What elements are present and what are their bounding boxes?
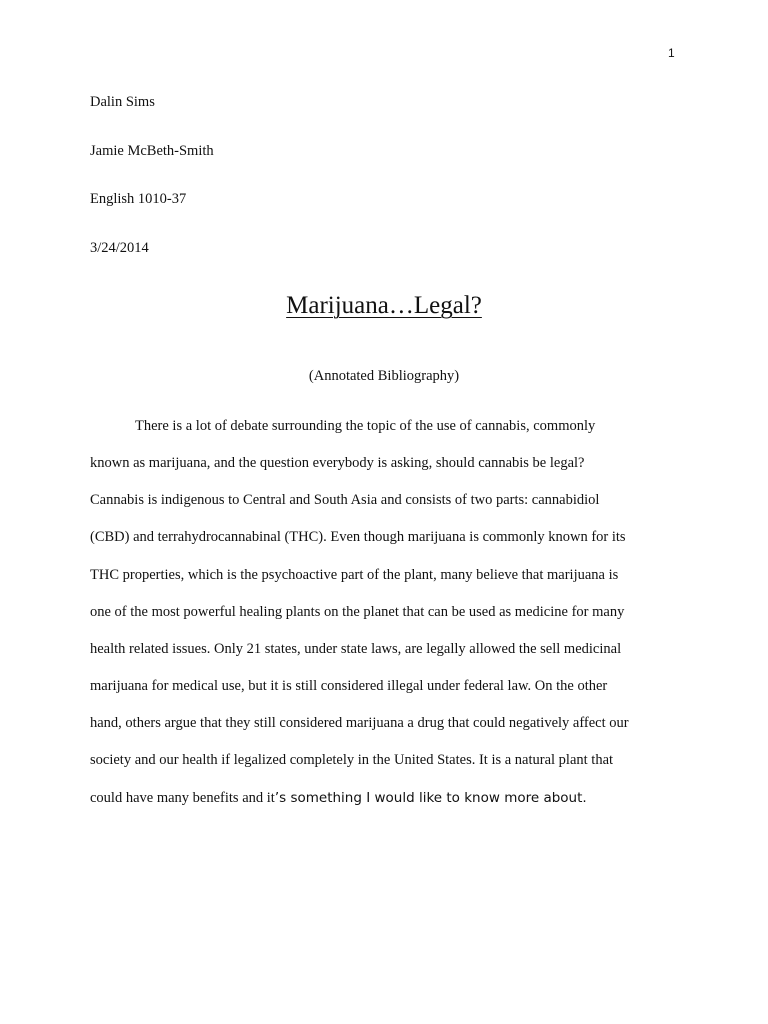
paragraph-line: health related issues. Only 21 states, under state laws, are legally allowed the sell medicinal [90, 641, 622, 657]
paragraph-line: Cannabis is indigenous to Central and South Asia and consists of two parts: cannabidiol [90, 492, 600, 508]
paragraph-last-line [90, 789, 587, 807]
author-name: Dalin Sims [90, 94, 155, 110]
paragraph-line: one of the most powerful healing plants on the planet that can be used as medicine for many [90, 604, 625, 620]
paragraph-line: There is a lot of debate surrounding the topic of the use of cannabis, commonly [135, 418, 596, 434]
paragraph-line: society and our health if legalized completely in the United States. It is a natural plant that [90, 752, 614, 768]
page-number: 1 [668, 46, 675, 60]
last-line-serif-text: could have many benefits and it [90, 790, 275, 806]
paragraph-line: marijuana for medical use, but it is still considered illegal under federal law. On the other [90, 678, 608, 694]
paragraph-line: hand, others argue that they still considered marijuana a drug that could negatively affect our [90, 715, 629, 731]
paragraph-line: known as marijuana, and the question everybody is asking, should cannabis be legal? [90, 455, 585, 471]
course-name: English 1010-37 [90, 191, 187, 207]
date: 3/24/2014 [90, 240, 149, 256]
paragraph-line: THC properties, which is the psychoactive part of the plant, many believe that marijuana is [90, 567, 619, 583]
instructor-name: Jamie McBeth-Smith [90, 143, 214, 159]
page-title: Marijuana…Legal? [286, 292, 482, 319]
page-subtitle: (Annotated Bibliography) [308, 368, 460, 384]
paragraph-line: (CBD) and terrahydrocannabinal (THC). Even though marijuana is commonly known for its [90, 529, 626, 545]
last-line-sans-text: ’s something I would like to know more about. [274, 790, 587, 806]
